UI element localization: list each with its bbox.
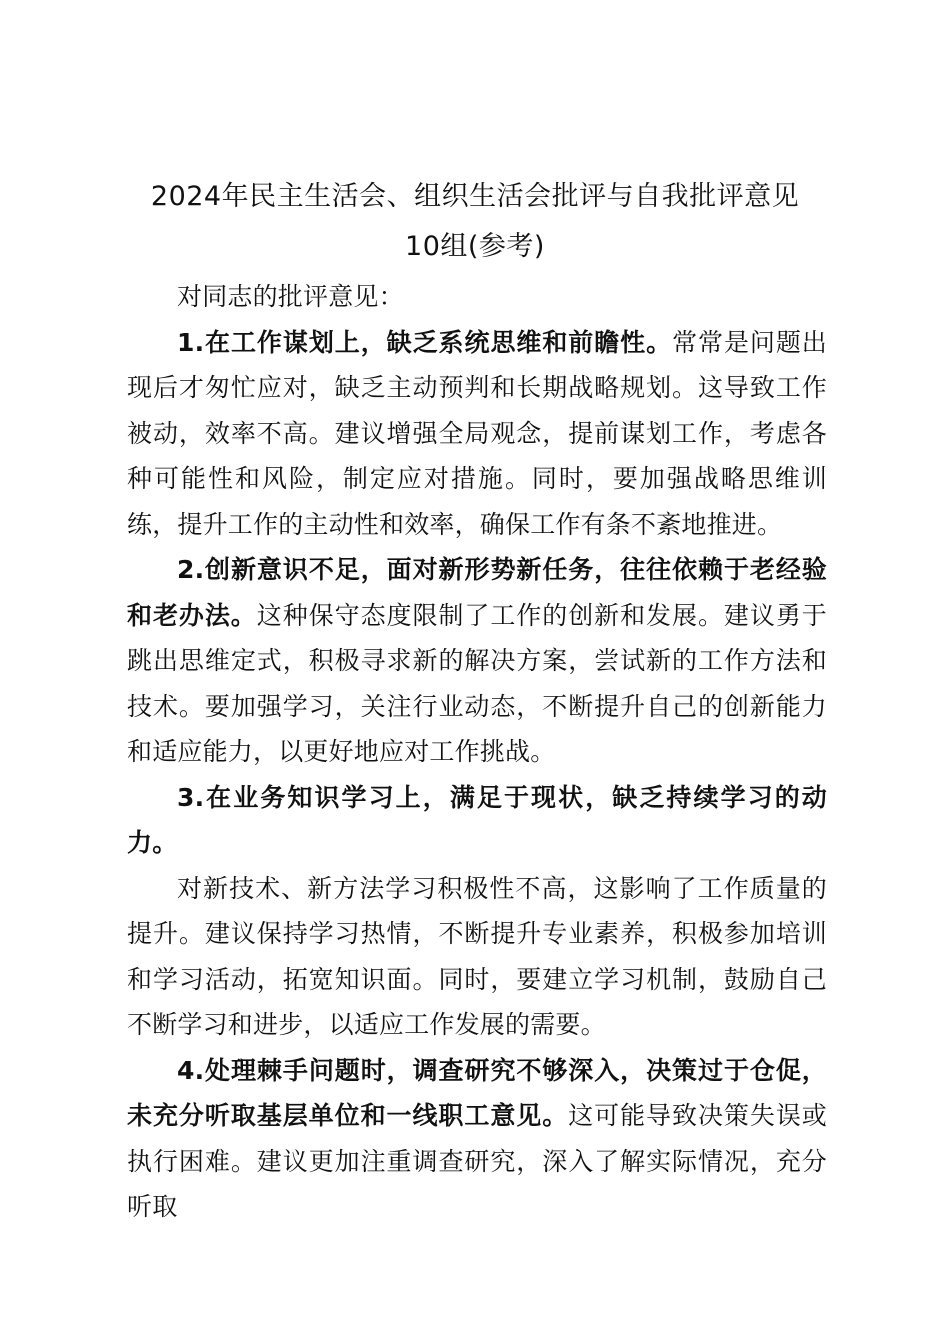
criticism-item-1 bbox=[127, 320, 827, 548]
document-title bbox=[100, 172, 850, 272]
title-line-1: 2024年民主生活会、组织生活会批评与自我批评意见 bbox=[150, 181, 800, 212]
intro-paragraph: 对同志的批评意见： bbox=[177, 282, 404, 311]
criticism-item-3-text-paragraph bbox=[127, 866, 827, 1048]
criticism-item-2 bbox=[127, 547, 827, 775]
item-3-text: 对新技术、新方法学习积极性不高，这影响了工作质量的提升。建议保持学习热情，不断提升专业素养，积极参加培训和学习活动，拓宽知识面。同时，要建立学习机制，鼓励自己不断学习和进步，以适应工作发展的需要。 bbox=[127, 873, 827, 1039]
item-1-lead: 1.在工作谋划上，缺乏系统思维和前瞻性。 bbox=[177, 327, 673, 357]
title-line-2: 10组(参考) bbox=[405, 231, 545, 262]
criticism-item-3-lead-paragraph bbox=[127, 775, 827, 866]
criticism-item-4 bbox=[127, 1048, 827, 1230]
item-4-lead: 4.处理棘手问题时，调查研究不够深入，决策过于仓促，未充分听取基层单位和一线职工意见。 bbox=[127, 1055, 827, 1130]
item-3-lead: 3.在业务知识学习上，满足于现状，缺乏持续学习的动力。 bbox=[127, 782, 827, 857]
item-4-text: 这可能导致决策失误或执行困难。建议更加注重调查研究，深入了解实际情况，充分听取 bbox=[127, 1101, 827, 1221]
item-2-lead: 2.创新意识不足，面对新形势新任务，往往依赖于老经验和老办法。 bbox=[127, 555, 827, 630]
item-2-text: 这种保守态度限制了工作的创新和发展。建议勇于跳出思维定式，积极寻求新的解决方案，尝试新的工作方法和技术。要加强学习，关注行业动态，不断提升自己的创新能力和适应能力，以更好地应对工作挑战。 bbox=[127, 600, 827, 766]
item-1-text: 常常是问题出现后才匆忙应对，缺乏主动预判和长期战略规划。这导致工作被动，效率不高。建议增强全局观念，提前谋划工作，考虑各种可能性和风险，制定应对措施。同时，要加强战略思维训练，提升工作的主动性和效率，确保工作有条不紊地推进。 bbox=[127, 327, 827, 539]
document-body bbox=[127, 274, 827, 1230]
